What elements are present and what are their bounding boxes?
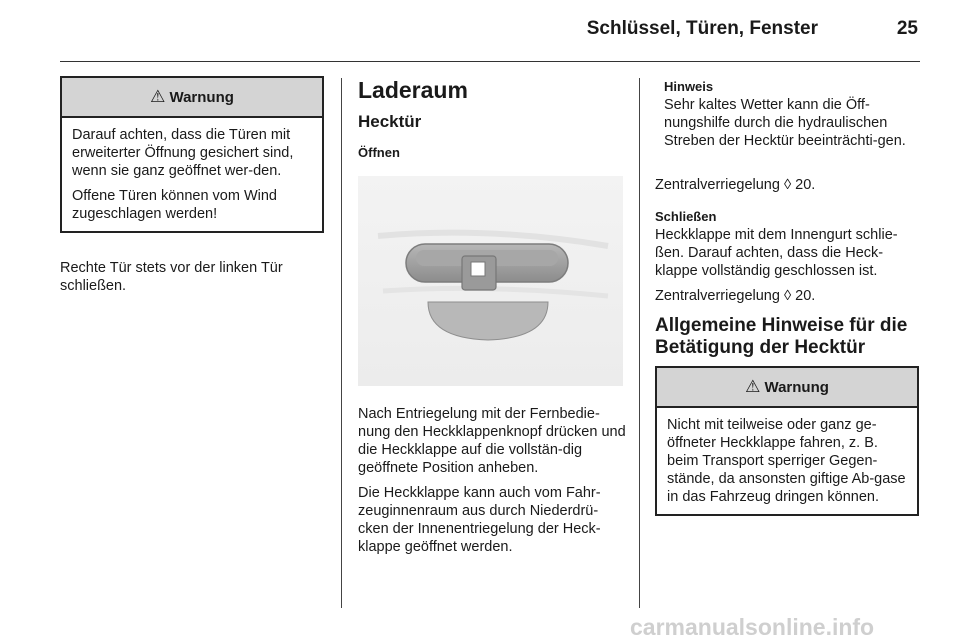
warning-title: Warnung bbox=[169, 89, 234, 106]
column-divider-1 bbox=[341, 78, 342, 608]
section-title-laderaum: Laderaum bbox=[358, 77, 468, 103]
heading-schliessen: Schließen bbox=[655, 209, 717, 224]
reference-2: Zentralverriegelung ◊ 20. bbox=[655, 288, 816, 304]
warning-icon-2: ⚠ bbox=[745, 377, 761, 396]
tailgate-handle-illustration bbox=[358, 176, 623, 386]
page-number: 25 bbox=[896, 18, 918, 39]
header-divider bbox=[60, 61, 920, 62]
warning-paragraph-1: Darauf achten, dass die Türen mit erweiterter Öffnung gesichert sind, wenn sie ganz geöffnet wer-den. bbox=[72, 127, 294, 179]
note-text: Sehr kaltes Wetter kann die Öff-nungshilfe durch die hydraulischen Streben der Hecktür beeinträchti-gen. bbox=[664, 97, 906, 149]
warning-header bbox=[62, 78, 322, 118]
warning-text-2: Nicht mit teilweise oder ganz ge-öffneter Heckklappe fahren, z. B. beim Transport sperriger Gegen-stände, da ansonsten giftige Ab-gase in das Fahrzeug dringen können. bbox=[667, 417, 906, 505]
warning-title-2: Warnung bbox=[764, 379, 829, 396]
note-block bbox=[664, 78, 920, 150]
heading-oeffnen: Öffnen bbox=[358, 145, 400, 160]
column-2-text bbox=[358, 405, 628, 563]
tailgate-handle-image bbox=[358, 176, 623, 386]
subsection-title-hecktuer: Hecktür bbox=[358, 112, 422, 131]
column-divider-2 bbox=[639, 78, 640, 608]
note-title: Hinweis bbox=[664, 79, 714, 94]
warning-icon: ⚠ bbox=[150, 87, 166, 106]
warning-header-2 bbox=[657, 368, 917, 408]
warning-box-doors bbox=[60, 76, 324, 233]
watermark: carmanualsonline.info bbox=[630, 614, 875, 640]
column-3-text bbox=[655, 176, 920, 359]
column-2-headings bbox=[358, 77, 628, 160]
warning-body bbox=[62, 118, 322, 231]
close-text: Heckklappe mit dem Innengurt schlie-ßen. Darauf achten, dass die Heck-klappe vollständig geschlossen ist. bbox=[655, 227, 898, 279]
general-hints-heading: Allgemeine Hinweise für die Betätigung der Hecktür bbox=[655, 315, 908, 358]
page-header-title: Schlüssel, Türen, Fenster bbox=[586, 18, 818, 39]
warning-paragraph-2: Offene Türen können vom Wind zugeschlagen werden! bbox=[72, 188, 277, 222]
open-paragraph-1: Nach Entriegelung mit der Fernbedie-nung den Heckklappenknopf drücken und die Heckklappe auf die vollstän-dig geöffnete Position anheben. bbox=[358, 406, 626, 476]
warning-box-tailgate bbox=[655, 366, 919, 516]
open-paragraph-2: Die Heckklappe kann auch vom Fahr-zeuginnenraum aus durch Niederdrü-cken der Innenentriegelung der Heck-klappe geöffnet werden. bbox=[358, 485, 601, 555]
door-order-text: Rechte Tür stets vor der linken Tür schließen. bbox=[60, 260, 283, 294]
warning-body-2 bbox=[657, 408, 917, 514]
reference-1: Zentralverriegelung ◊ 20. bbox=[655, 177, 816, 193]
